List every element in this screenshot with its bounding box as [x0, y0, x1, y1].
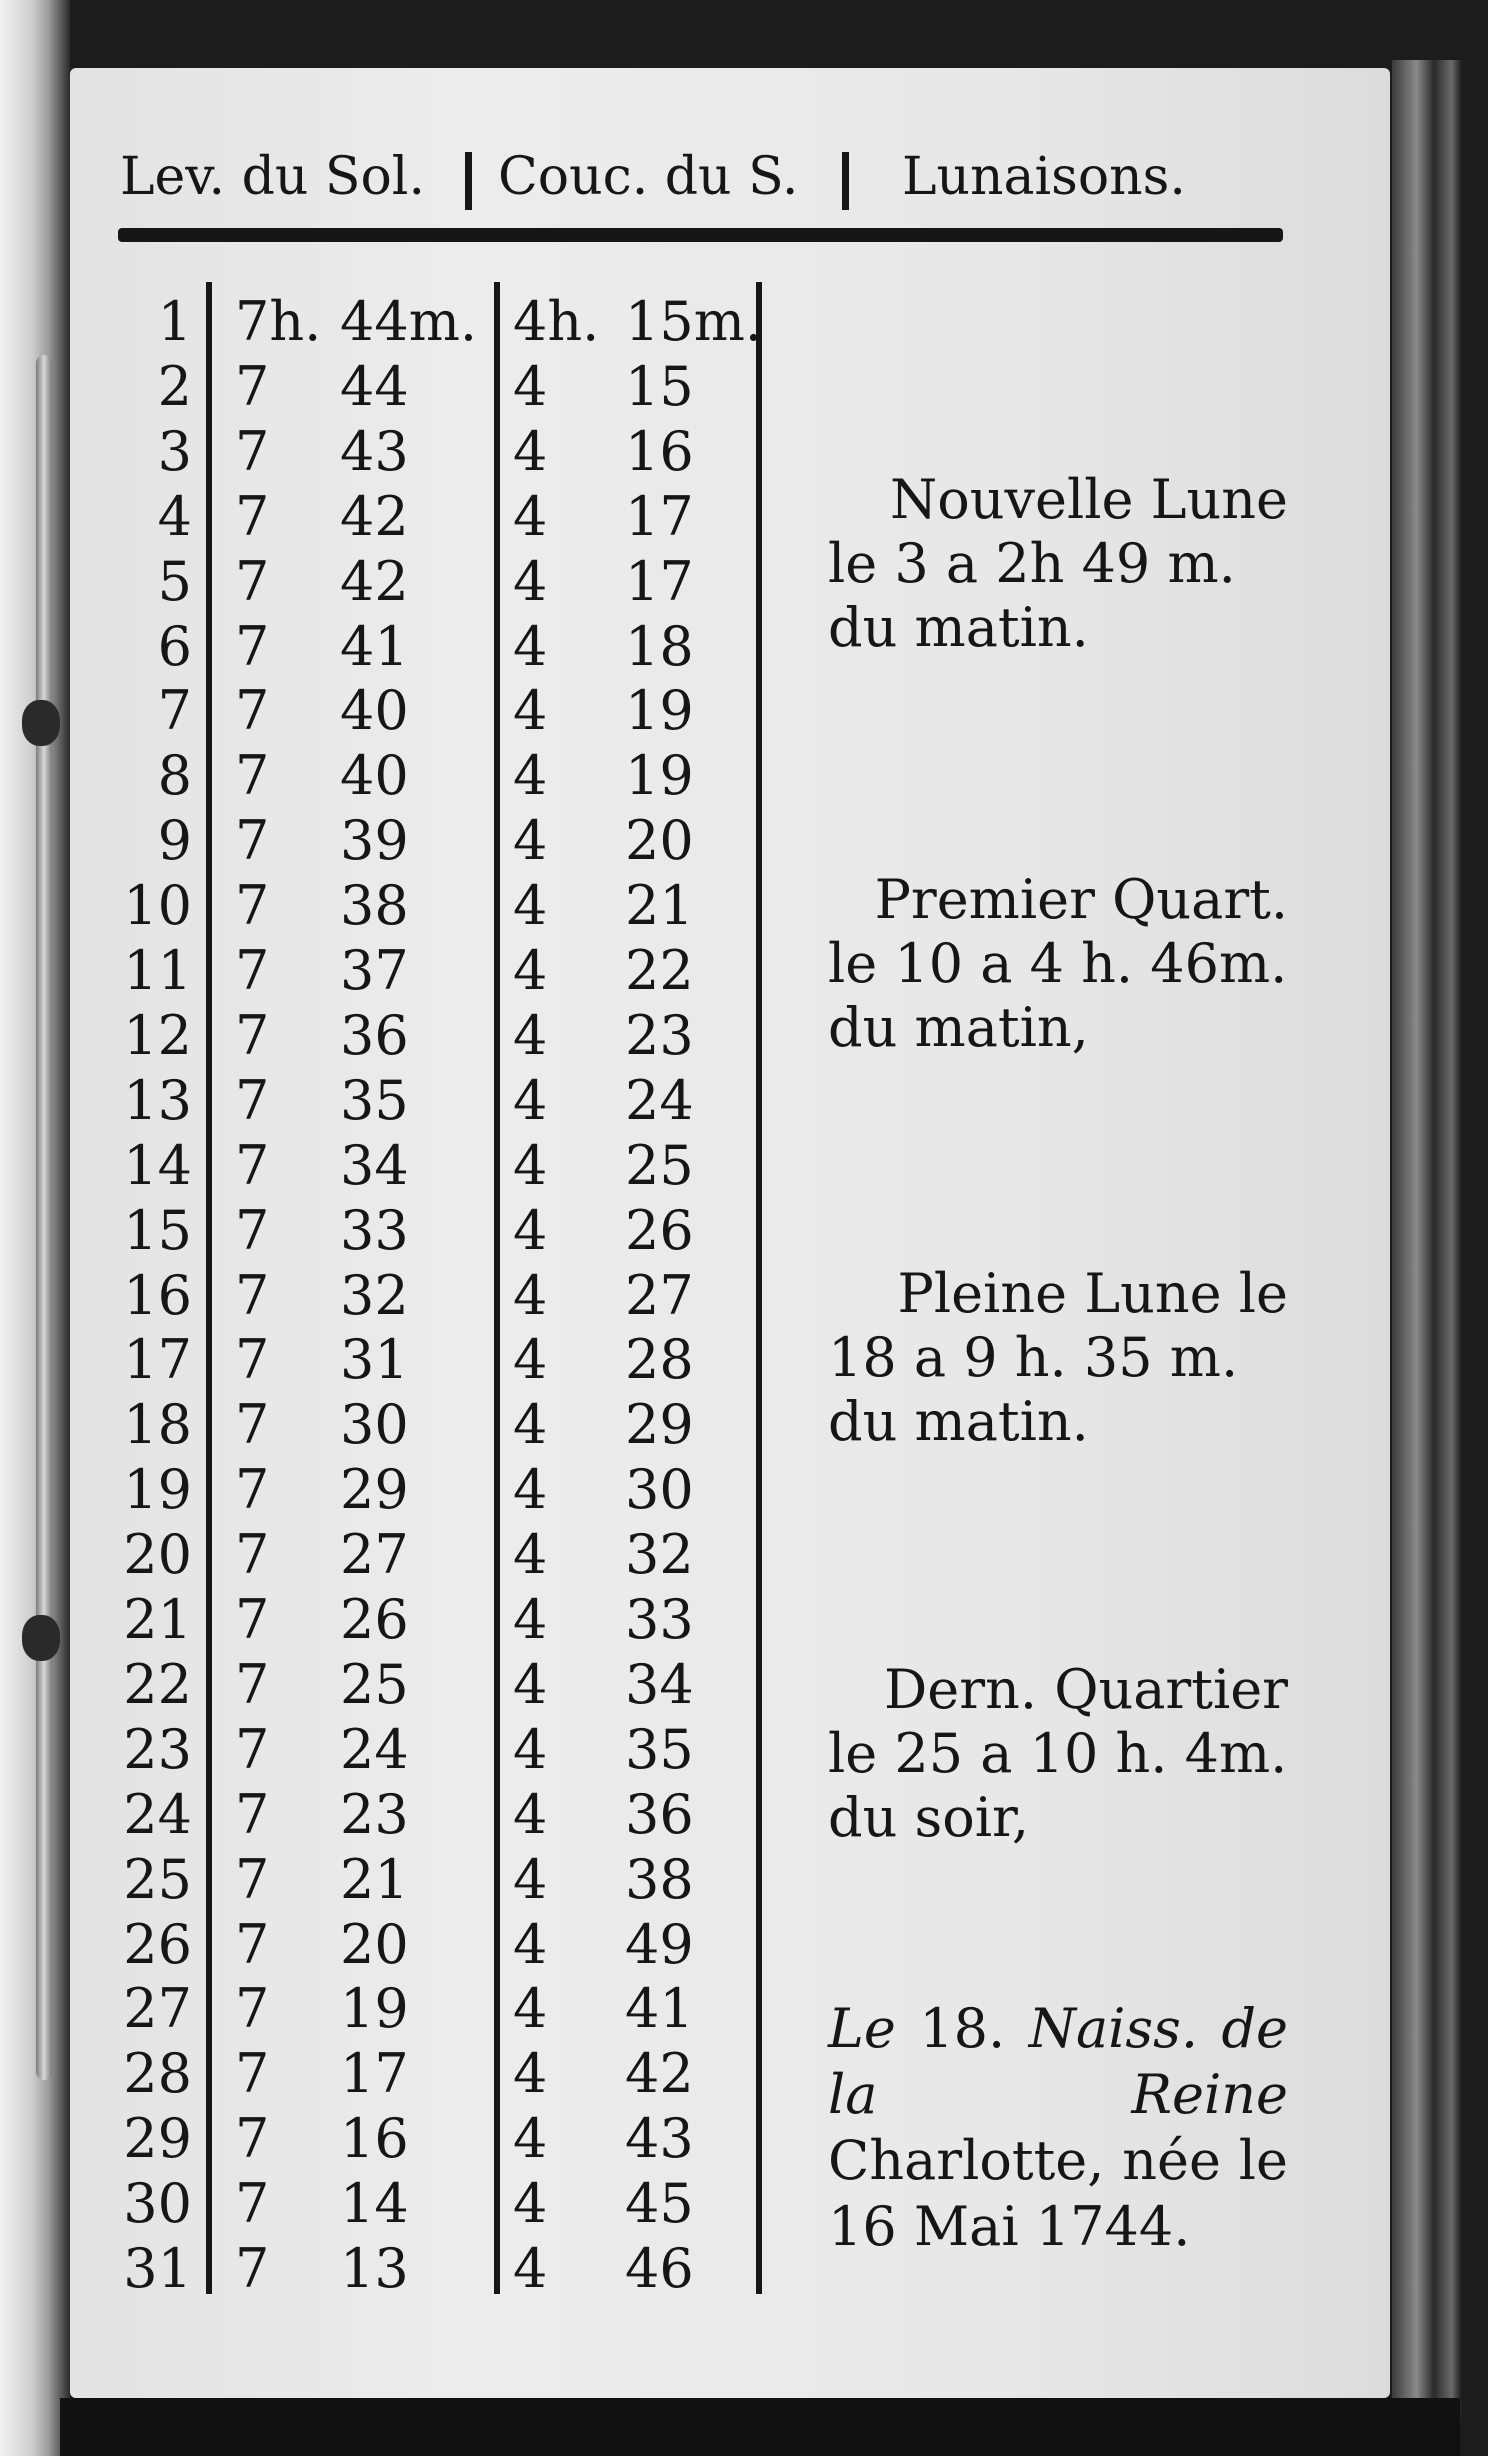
sunset-hour: 4: [513, 809, 548, 873]
last-quarter-entry: [828, 1658, 1288, 1850]
sunset-minute: 41: [625, 1977, 694, 2041]
sunset-minute: 42: [625, 2042, 694, 2106]
table-row: [0, 1134, 780, 1198]
sunrise-minute: 13: [340, 2237, 409, 2300]
header-sunset: Couc. du S.: [498, 147, 799, 207]
table-row: [0, 1328, 780, 1392]
sunrise-hour: 7: [235, 1068, 270, 1132]
sunrise-minute: 44: [340, 354, 409, 418]
table-row: [0, 1718, 780, 1782]
day-number: 31: [123, 2237, 192, 2300]
day-number: 12: [123, 1003, 192, 1067]
day-number: 1: [157, 290, 192, 353]
sunrise-hour: 7: [235, 2042, 270, 2106]
sunrise-hour: 7: [235, 1652, 270, 1716]
sunset-hour: 4: [513, 2042, 548, 2106]
sunset-hour: 4: [513, 1523, 548, 1587]
sunrise-minute: 35: [340, 1068, 409, 1132]
sunrise-minute: 42: [340, 484, 409, 548]
sunset-minute: 16: [625, 419, 694, 483]
first-quarter-entry: [828, 868, 1288, 1060]
sunset-hour: 4: [513, 679, 548, 743]
sunset-minute: 32: [625, 1523, 694, 1587]
full-moon-time: 18 a 9 h. 35 m.: [828, 1326, 1239, 1389]
table-row: [0, 1848, 780, 1912]
sunrise-minute: 42: [340, 549, 409, 613]
sunset-minute: 18: [625, 614, 694, 678]
sunrise-minute: 32: [340, 1263, 409, 1327]
last-quarter-period: du soir,: [828, 1786, 1030, 1849]
sunset-hour: 4h.: [513, 290, 600, 353]
day-number: 25: [123, 1847, 192, 1911]
table-row: [0, 874, 780, 938]
sunrise-hour: 7: [235, 1198, 270, 1262]
new-moon-time: le 3 a 2h 49 m.: [828, 532, 1236, 595]
day-number: 3: [157, 419, 192, 483]
day-number: 14: [123, 1133, 192, 1197]
sunset-minute: 45: [625, 2172, 694, 2236]
first-quarter-period: du matin,: [828, 996, 1089, 1059]
table-row: [0, 2172, 780, 2236]
sunrise-hour: 7: [235, 1717, 270, 1781]
sunrise-minute: 30: [340, 1393, 409, 1457]
day-number: 23: [123, 1717, 192, 1781]
sunset-minute: 26: [625, 1198, 694, 1262]
sunset-hour: 4: [513, 744, 548, 808]
sunrise-minute: 25: [340, 1652, 409, 1716]
sunset-hour: 4: [513, 1003, 548, 1067]
sunset-minute: 28: [625, 1328, 694, 1392]
first-quarter-time: le 10 a 4 h. 46m.: [828, 932, 1288, 995]
sunrise-minute: 26: [340, 1588, 409, 1651]
sunrise-minute: 38: [340, 874, 409, 938]
sunrise-minute: 33: [340, 1198, 409, 1262]
sunrise-hour: 7: [235, 549, 270, 613]
day-number: 17: [123, 1328, 192, 1392]
sunset-minute: 15m.: [625, 290, 763, 353]
day-number: 13: [123, 1068, 192, 1132]
sunset-hour: 4: [513, 1652, 548, 1716]
header-rule: [118, 228, 1283, 242]
day-number: 9: [157, 809, 192, 873]
sunrise-hour: 7: [235, 2237, 270, 2300]
note-italic-naissance: Naiss. de la Reine: [828, 1997, 1288, 2126]
sunrise-minute: 37: [340, 939, 409, 1002]
table-row: [0, 1264, 780, 1328]
day-number: 18: [123, 1393, 192, 1457]
sunrise-minute: 36: [340, 1003, 409, 1067]
sunset-minute: 33: [625, 1588, 694, 1651]
sunrise-minute: 27: [340, 1523, 409, 1587]
sunrise-minute: 31: [340, 1328, 409, 1392]
table-row: [0, 1588, 780, 1652]
sunrise-minute: 19: [340, 1977, 409, 2041]
bottom-shadow: [60, 2398, 1460, 2456]
day-number: 15: [123, 1198, 192, 1262]
day-number: 22: [123, 1652, 192, 1716]
sunrise-hour: 7: [235, 1393, 270, 1457]
new-moon-entry: [828, 468, 1288, 660]
day-number: 20: [123, 1523, 192, 1587]
first-quarter-title: Premier Quart.: [874, 868, 1288, 931]
sunrise-minute: 39: [340, 809, 409, 873]
sunrise-minute: 44m.: [340, 290, 478, 353]
sunrise-hour: 7: [235, 1847, 270, 1911]
sunset-minute: 35: [625, 1717, 694, 1781]
new-moon-period: du matin.: [828, 596, 1089, 659]
sunset-minute: 38: [625, 1847, 694, 1911]
sunset-minute: 30: [625, 1458, 694, 1522]
table-row: [0, 1004, 780, 1068]
sunset-hour: 4: [513, 1717, 548, 1781]
table-row: [0, 1977, 780, 2041]
table-row: [0, 1458, 780, 1522]
day-number: 4: [157, 484, 192, 548]
sunset-hour: 4: [513, 1393, 548, 1457]
sunrise-minute: 16: [340, 2107, 409, 2171]
sunset-minute: 17: [625, 484, 694, 548]
day-number: 2: [157, 354, 192, 418]
sunrise-minute: 17: [340, 2042, 409, 2106]
sunrise-minute: 29: [340, 1458, 409, 1522]
day-number: 26: [123, 1912, 192, 1976]
sunset-minute: 21: [625, 874, 694, 938]
sunset-minute: 49: [625, 1912, 694, 1976]
header-separator: [465, 152, 472, 210]
sunset-minute: 23: [625, 1003, 694, 1067]
day-number: 19: [123, 1458, 192, 1522]
sunset-hour: 4: [513, 1133, 548, 1197]
sunset-minute: 36: [625, 1782, 694, 1846]
birthday-note: [828, 1996, 1288, 2260]
table-row: [0, 809, 780, 873]
page-edge: [1392, 60, 1462, 2420]
sunset-minute: 43: [625, 2107, 694, 2171]
table-row: [0, 2107, 780, 2171]
day-number: 24: [123, 1782, 192, 1846]
sunset-hour: 4: [513, 2107, 548, 2171]
day-number: 28: [123, 2042, 192, 2106]
day-number: 10: [123, 874, 192, 938]
sunset-minute: 24: [625, 1068, 694, 1132]
sunrise-hour: 7: [235, 484, 270, 548]
sunset-hour: 4: [513, 1977, 548, 2041]
table-row: [0, 615, 780, 679]
table-row: [0, 420, 780, 484]
day-number: 7: [157, 679, 192, 743]
sunrise-hour: 7: [235, 614, 270, 678]
table-row: [0, 1913, 780, 1977]
sunrise-hour: 7: [235, 1977, 270, 2041]
note-rest: Charlotte, née le 16 Mai 1744.: [828, 2129, 1288, 2258]
sunset-hour: 4: [513, 1458, 548, 1522]
sunrise-hour: 7h.: [235, 290, 322, 353]
table-row: [0, 485, 780, 549]
day-number: 30: [123, 2172, 192, 2236]
table-row: [0, 290, 780, 354]
sunset-hour: 4: [513, 939, 548, 1002]
day-number: 21: [123, 1588, 192, 1651]
table-row: [0, 1393, 780, 1457]
table-row: [0, 679, 780, 743]
table-row: [0, 2042, 780, 2106]
table-row: [0, 1783, 780, 1847]
header-lunations: Lunaisons.: [902, 147, 1186, 207]
sunset-minute: 20: [625, 809, 694, 873]
full-moon-period: du matin.: [828, 1390, 1089, 1453]
sunset-hour: 4: [513, 484, 548, 548]
table-row: [0, 1523, 780, 1587]
sunset-hour: 4: [513, 1263, 548, 1327]
table-header: [120, 130, 1280, 225]
sunset-minute: 34: [625, 1652, 694, 1716]
sunrise-minute: 23: [340, 1782, 409, 1846]
sunset-hour: 4: [513, 1328, 548, 1392]
sunrise-hour: 7: [235, 1912, 270, 1976]
table-row: [0, 1653, 780, 1717]
sunset-minute: 22: [625, 939, 694, 1002]
sunset-hour: 4: [513, 614, 548, 678]
table-row: [0, 355, 780, 419]
sunrise-minute: 40: [340, 744, 409, 808]
sunset-hour: 4: [513, 2237, 548, 2300]
sunrise-hour: 7: [235, 1588, 270, 1651]
sunrise-minute: 34: [340, 1133, 409, 1197]
sunset-minute: 25: [625, 1133, 694, 1197]
sunrise-hour: 7: [235, 1263, 270, 1327]
sunset-hour: 4: [513, 1782, 548, 1846]
day-number: 11: [123, 939, 192, 1002]
sunrise-hour: 7: [235, 744, 270, 808]
sunrise-minute: 14: [340, 2172, 409, 2236]
sunrise-minute: 40: [340, 679, 409, 743]
header-separator: [842, 152, 849, 210]
table-row: [0, 550, 780, 614]
sunset-hour: 4: [513, 874, 548, 938]
sunrise-hour: 7: [235, 1523, 270, 1587]
sunset-minute: 29: [625, 1393, 694, 1457]
sunrise-hour: 7: [235, 874, 270, 938]
sunset-hour: 4: [513, 549, 548, 613]
full-moon-entry: [828, 1262, 1288, 1454]
last-quarter-title: Dern. Quartier: [884, 1658, 1288, 1721]
sunset-minute: 27: [625, 1263, 694, 1327]
full-moon-title: Pleine Lune le: [897, 1262, 1288, 1325]
sunset-hour: 4: [513, 1588, 548, 1651]
sunset-minute: 17: [625, 549, 694, 613]
header-sunrise: Lev. du Sol.: [120, 147, 425, 207]
sunrise-hour: 7: [235, 939, 270, 1002]
table-row: [0, 939, 780, 1003]
sunrise-hour: 7: [235, 2172, 270, 2236]
sunrise-hour: 7: [235, 809, 270, 873]
day-number: 16: [123, 1263, 192, 1327]
table-row: [0, 744, 780, 808]
sunset-minute: 19: [625, 744, 694, 808]
day-number: 8: [157, 744, 192, 808]
day-number: 6: [157, 614, 192, 678]
sunset-hour: 4: [513, 419, 548, 483]
day-number: 29: [123, 2107, 192, 2171]
sunrise-minute: 24: [340, 1717, 409, 1781]
sunrise-minute: 43: [340, 419, 409, 483]
sunrise-hour: 7: [235, 1458, 270, 1522]
sunset-minute: 46: [625, 2237, 694, 2300]
sunrise-hour: 7: [235, 354, 270, 418]
sunset-hour: 4: [513, 1847, 548, 1911]
note-italic-le: Le: [828, 1997, 896, 2060]
table-row: [0, 1199, 780, 1263]
sunset-hour: 4: [513, 354, 548, 418]
sunrise-minute: 41: [340, 614, 409, 678]
day-number: 27: [123, 1977, 192, 2041]
table-row: [0, 2237, 780, 2301]
sunset-hour: 4: [513, 1912, 548, 1976]
sunrise-hour: 7: [235, 1782, 270, 1846]
sunrise-hour: 7: [235, 1133, 270, 1197]
sunrise-minute: 20: [340, 1912, 409, 1976]
table-row: [0, 1069, 780, 1133]
sunrise-hour: 7: [235, 1003, 270, 1067]
sunset-hour: 4: [513, 2172, 548, 2236]
new-moon-title: Nouvelle Lune: [889, 468, 1288, 531]
sunset-minute: 15: [625, 354, 694, 418]
note-day: 18.: [919, 1997, 1006, 2060]
sunrise-hour: 7: [235, 2107, 270, 2171]
sunrise-hour: 7: [235, 419, 270, 483]
day-number: 5: [157, 549, 192, 613]
sunrise-hour: 7: [235, 679, 270, 743]
last-quarter-time: le 25 a 10 h. 4m.: [828, 1722, 1288, 1785]
sunset-minute: 19: [625, 679, 694, 743]
sunrise-hour: 7: [235, 1328, 270, 1392]
sunset-hour: 4: [513, 1198, 548, 1262]
sunset-hour: 4: [513, 1068, 548, 1132]
sunrise-minute: 21: [340, 1847, 409, 1911]
